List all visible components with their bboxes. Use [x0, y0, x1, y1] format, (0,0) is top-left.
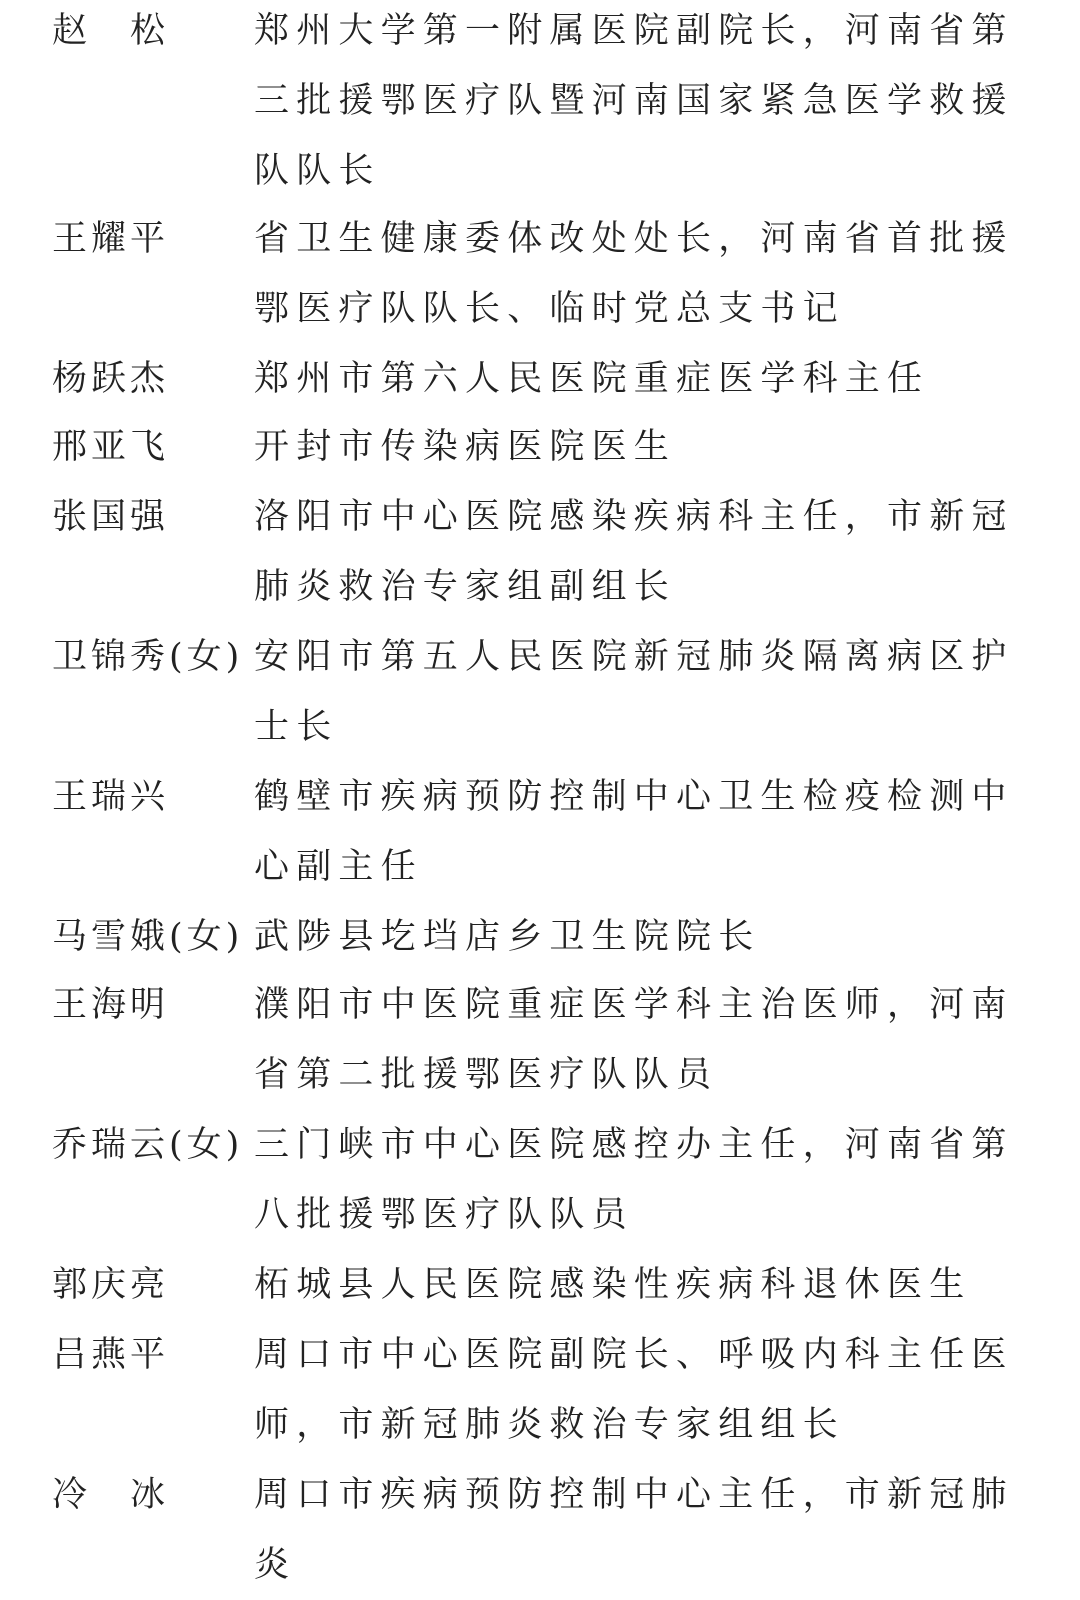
- person-title: 柘城县人民医院感染性疾病科退休医生: [254, 1265, 972, 1305]
- person-name: 杨跃杰: [52, 359, 170, 399]
- person-name: 赵 松: [52, 11, 170, 51]
- person-name: 王海明: [52, 985, 170, 1025]
- person-name: 王瑞兴: [52, 777, 170, 817]
- person-title: 开封市传染病医院医生: [254, 427, 677, 467]
- person-title: 三门峡市中心医院感控办主任，河南省第八批援鄂医疗队队员: [254, 1125, 1014, 1235]
- person-title: 省卫生健康委体改处处长，河南省首批援鄂医疗队队长、临时党总支书记: [254, 219, 1014, 329]
- person-title: 周口市中心医院副院长、呼吸内科主任医师，市新冠肺炎救治专家组组长: [254, 1335, 1014, 1445]
- person-name: 王耀平: [52, 219, 170, 259]
- person-title: 洛阳市中心医院感染疾病科主任，市新冠肺炎救治专家组副组长: [254, 497, 1014, 607]
- person-title: 武陟县圪垱店乡卫生院院长: [254, 917, 761, 957]
- person-title: 安阳市第五人民医院新冠肺炎隔离病区护士长: [254, 637, 1014, 747]
- person-title: 周口市疾病预防控制中心主任，市新冠肺炎: [254, 1475, 1014, 1585]
- person-name: 卫锦秀(女): [52, 637, 244, 677]
- person-name: 乔瑞云(女): [52, 1125, 244, 1165]
- person-name: 马雪娥(女): [52, 917, 244, 957]
- person-name: 郭庆亮: [52, 1265, 170, 1305]
- person-title: 郑州市第六人民医院重症医学科主任: [254, 359, 930, 399]
- person-title: 濮阳市中医院重症医学科主治医师，河南省第二批援鄂医疗队队员: [254, 985, 1014, 1095]
- person-name: 张国强: [52, 497, 170, 537]
- person-title: 鹤壁市疾病预防控制中心卫生检疫检测中心副主任: [254, 777, 1014, 887]
- person-name: 冷 冰: [52, 1475, 170, 1515]
- person-name: 邢亚飞: [52, 427, 170, 467]
- person-title: 郑州大学第一附属医院副院长，河南省第三批援鄂医疗队暨河南国家紧急医学救援队队长: [254, 11, 1014, 191]
- person-name: 吕燕平: [52, 1335, 170, 1375]
